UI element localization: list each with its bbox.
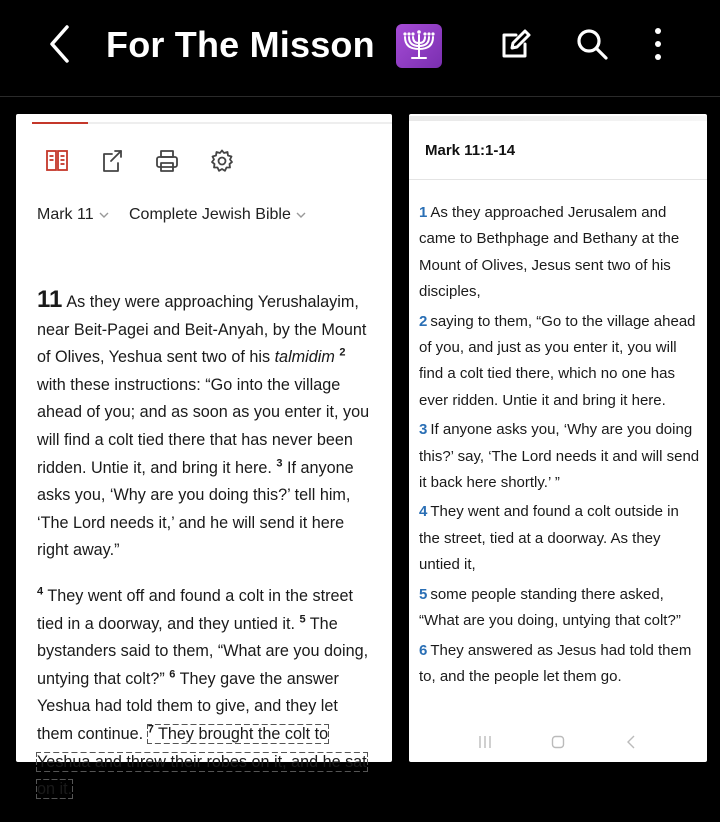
verse-number: 4 <box>37 585 44 598</box>
list-item[interactable] <box>419 638 701 691</box>
more-vertical-icon[interactable] <box>638 24 678 64</box>
left-reader-pane <box>16 114 392 799</box>
verse-number: 2 <box>419 312 428 330</box>
verse-number: 5 <box>419 585 428 603</box>
print-icon[interactable] <box>152 146 182 176</box>
system-nav-bar <box>409 722 707 762</box>
verse-text: They went and found a colt outside in the street, tied at a doorway. As they untied it, <box>419 503 679 574</box>
page-title: For The Misson <box>106 24 375 65</box>
verse-text: They answered as Jesus had told them to, and the people let them go. <box>419 641 692 685</box>
parallel-view-icon[interactable] <box>42 146 72 176</box>
app-bar <box>0 0 720 92</box>
version-label: Complete Jewish Bible <box>129 206 291 223</box>
verse-text: They gave the answer Yeshua had told them to give, and they let them continue. <box>37 669 339 743</box>
tab-track <box>88 122 392 124</box>
active-tab-indicator <box>32 122 88 124</box>
search-icon[interactable] <box>572 24 612 64</box>
chevron-down-icon <box>295 209 307 221</box>
list-item[interactable] <box>419 309 701 415</box>
verse-number: 7 <box>147 723 154 736</box>
settings-icon[interactable] <box>207 146 237 176</box>
verse-number: 5 <box>299 613 306 626</box>
verse-text: As they were approaching Yerushalayim, near Beit-Pagei and Beit-Anyah, by the Mount of Olives, Yeshua sent two of his <box>37 293 367 367</box>
pane-top-bar <box>409 116 707 121</box>
verse-text-italic: talmidim <box>274 348 335 367</box>
book-chapter-selector[interactable] <box>37 206 110 224</box>
verse-text: As they approached Jerusalem and came to Bethphage and Bethany at the Mount of Olives, Jesus sent two of his disciples, <box>419 204 680 301</box>
list-item[interactable] <box>419 417 701 496</box>
verse-number: 4 <box>419 503 428 521</box>
paragraph <box>37 286 377 565</box>
verse-text: The bystanders said to them, “What are you doing, untying that colt?” <box>37 614 369 688</box>
recent-apps-icon[interactable] <box>473 730 497 754</box>
verse-text: with these instructions: “Go into the village ahead of you; and as soon as you enter it, you will find a colt tied there that has never been ridden. Untie it, and bring it here. <box>37 375 370 477</box>
verse-text: If anyone asks you, ‘Why are you doing this?’ tell him, ‘The Lord needs it,’ and he will send it here right away.” <box>37 458 354 560</box>
paragraph <box>37 583 377 804</box>
back-icon[interactable] <box>619 730 643 754</box>
edit-icon[interactable] <box>496 24 536 64</box>
verse-text: If anyone asks you, ‘Why are you doing this?’ say, ‘The Lord needs it and will send it back here shortly.’ ” <box>419 421 700 492</box>
divider <box>0 96 720 97</box>
passage-text[interactable] <box>37 286 377 822</box>
back-arrow-icon[interactable] <box>40 22 80 66</box>
list-item[interactable] <box>419 499 701 578</box>
book-chapter-label: Mark 11 <box>37 206 94 223</box>
home-icon[interactable] <box>546 730 570 754</box>
verse-number: 1 <box>419 204 428 221</box>
verse-number: 3 <box>276 457 283 470</box>
right-reader-pane <box>409 114 707 762</box>
menorah-icon <box>396 24 442 68</box>
verse-text: saying to them, “Go to the village ahead of you, and just as you enter it, you will find a colt tied there, which no one has ever ridden. Untie it and bring it here. <box>419 312 696 409</box>
list-item[interactable] <box>419 582 701 635</box>
chapter-number: 11 <box>37 286 63 313</box>
verse-text: They went off and found a colt in the street tied in a doorway, and they untied it. <box>37 586 353 633</box>
verse-number: 2 <box>339 346 346 359</box>
chevron-down-icon <box>98 209 110 221</box>
verse-text: They brought the colt to Yeshua and threw their robes on it, and he sat on it. <box>37 724 367 799</box>
verse-number: 6 <box>419 641 428 659</box>
share-icon[interactable] <box>97 146 127 176</box>
verse-text: some people standing there asked, “What are you doing, untying that colt?” <box>419 585 681 630</box>
list-item[interactable] <box>419 200 701 306</box>
passage-reference: Mark 11:1-14 <box>425 142 516 159</box>
verse-number: 6 <box>169 668 176 681</box>
verse-list[interactable] <box>419 200 701 693</box>
verse-number: 3 <box>419 421 428 439</box>
divider <box>409 179 707 180</box>
version-selector[interactable] <box>129 206 307 224</box>
